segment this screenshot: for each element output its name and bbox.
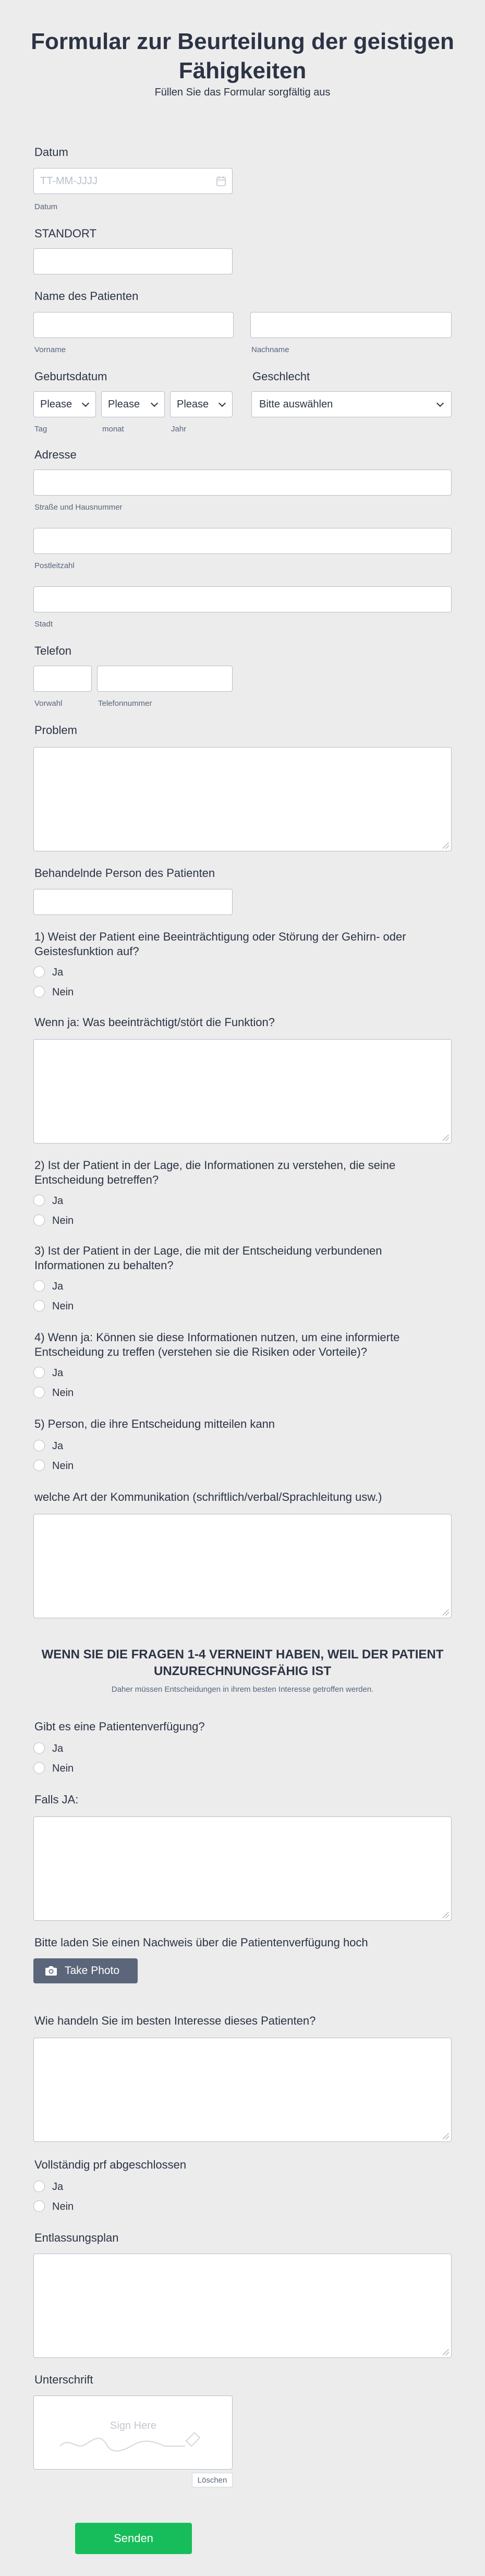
signature-label: Unterschrift [34, 2373, 93, 2386]
q4-yes-label[interactable]: Ja [52, 1367, 64, 1379]
gender-label: Geschlecht [252, 370, 310, 383]
directive-no-label[interactable]: Nein [52, 1763, 74, 1774]
q1-yes-radio[interactable] [33, 966, 45, 978]
birth-year-sublabel: Jahr [171, 425, 187, 434]
communication-textarea[interactable] [33, 1514, 452, 1618]
q3-label: 3) Ist der Patient in der Lage, die mit der Entscheidung verbundenen Informationen zu behalten? [34, 1244, 382, 1272]
q2-yes-radio[interactable] [33, 1195, 45, 1206]
zip-input[interactable] [33, 528, 452, 554]
section2-heading: WENN SIE DIE FRAGEN 1-4 VERNEINT HABEN, WEIL DER PATIENT UNZURECHNUNGSFÄHIG IST [41, 1647, 444, 1678]
location-label: STANDORT [34, 227, 96, 240]
upload-label: Bitte laden Sie einen Nachweis über die Patientenverfügung hoch [34, 1936, 368, 1949]
q2-no-label[interactable]: Nein [52, 1215, 74, 1226]
gender-select[interactable] [251, 391, 452, 417]
q3-no-label[interactable]: Nein [52, 1301, 74, 1312]
q1-yes-label[interactable]: Ja [52, 967, 64, 978]
first-name-input[interactable] [33, 312, 234, 338]
date-sublabel: Datum [34, 202, 58, 211]
birth-day-select[interactable] [33, 391, 96, 417]
city-sublabel: Stadt [34, 620, 53, 629]
calendar-icon[interactable] [216, 176, 226, 186]
form-subtitle: Füllen Sie das Formular sorgfältig aus [154, 87, 331, 98]
completed-yes-label[interactable]: Ja [52, 2181, 64, 2193]
camera-icon [45, 1966, 57, 1976]
q2-label: 2) Ist der Patient in der Lage, die Informationen zu verstehen, die seine Entscheidung betreffen? [34, 1159, 396, 1186]
resize-grip-icon[interactable] [443, 2349, 449, 2355]
area-code-input[interactable] [33, 666, 92, 692]
problem-textarea[interactable] [33, 747, 452, 851]
if-yes-textarea[interactable] [33, 1816, 452, 1921]
birth-year-select[interactable] [170, 391, 233, 417]
directive-no-radio[interactable] [33, 1762, 45, 1774]
completed-yes-radio[interactable] [33, 2181, 45, 2192]
zip-sublabel: Postleitzahl [34, 561, 75, 570]
signature-placeholder: Sign Here [110, 2420, 156, 2431]
take-photo-label: Take Photo [65, 1965, 120, 1977]
phone-number-sublabel: Telefonnummer [98, 699, 152, 708]
q1-followup-label: Wenn ja: Was beeinträchtigt/stört die Funktion? [34, 1016, 275, 1029]
q3-yes-label[interactable]: Ja [52, 1281, 64, 1292]
birth-month-sublabel: monat [102, 425, 124, 434]
directive-label: Gibt es eine Patientenverfügung? [34, 1720, 205, 1733]
phone-label: Telefon [34, 644, 71, 657]
directive-yes-label[interactable]: Ja [52, 1743, 64, 1754]
q1-label: 1) Weist der Patient eine Beeinträchtigung oder Störung der Gehirn- oder Geistesfunktion auf? [34, 930, 406, 958]
communication-label: welche Art der Kommunikation (schriftlich/verbal/Sprachleitung usw.) [34, 1490, 382, 1503]
q3-no-radio[interactable] [33, 1300, 45, 1311]
clear-signature-button[interactable]: Löschen [192, 2473, 233, 2487]
q5-no-radio[interactable] [33, 1460, 45, 1471]
street-input[interactable] [33, 470, 452, 496]
location-input[interactable] [33, 248, 233, 274]
q5-yes-label[interactable]: Ja [52, 1440, 64, 1452]
q4-no-label[interactable]: Nein [52, 1387, 74, 1399]
area-code-sublabel: Vorwahl [34, 699, 63, 708]
best-interest-label: Wie handeln Sie im besten Interesse dieses Patienten? [34, 2014, 316, 2027]
completed-no-label[interactable]: Nein [52, 2201, 74, 2212]
birthdate-label: Geburtsdatum [34, 370, 107, 383]
date-input[interactable] [33, 168, 233, 194]
chevron-down-icon [436, 400, 444, 407]
birth-month-select[interactable] [101, 391, 165, 417]
take-photo-button[interactable] [33, 1958, 138, 1983]
discharge-label: Entlassungsplan [34, 2231, 119, 2244]
street-sublabel: Straße und Hausnummer [34, 503, 123, 512]
q5-yes-radio[interactable] [33, 1440, 45, 1451]
address-label: Adresse [34, 448, 77, 461]
birth-year-value: Please [177, 399, 209, 410]
date-label: Datum [34, 146, 68, 159]
treating-person-label: Behandelnde Person des Patienten [34, 866, 215, 880]
q5-label: 5) Person, die ihre Entscheidung mitteilen kann [34, 1417, 275, 1430]
phone-number-input[interactable] [97, 666, 233, 692]
signature-hint-icon [55, 2425, 211, 2457]
form-title: Formular zur Beurteilung der geistigen Fähigkeiten [31, 29, 454, 83]
patient-name-label: Name des Patienten [34, 290, 139, 303]
resize-grip-icon[interactable] [443, 1135, 449, 1141]
birth-day-sublabel: Tag [34, 425, 47, 434]
q2-yes-label[interactable]: Ja [52, 1195, 64, 1207]
gender-value: Bitte auswählen [259, 399, 333, 410]
birth-day-value: Please [40, 399, 72, 410]
chevron-down-icon [82, 400, 89, 407]
q5-no-label[interactable]: Nein [52, 1460, 74, 1472]
directive-yes-radio[interactable] [33, 1742, 45, 1754]
chevron-down-icon [151, 400, 158, 407]
if-yes-label: Falls JA: [34, 1793, 79, 1806]
q4-no-radio[interactable] [33, 1387, 45, 1398]
problem-label: Problem [34, 724, 77, 737]
signature-pad[interactable] [33, 2396, 233, 2470]
q3-yes-radio[interactable] [33, 1280, 45, 1292]
section2-subheading: Daher müssen Entscheidungen in ihrem besten Interesse getroffen werden. [111, 1685, 374, 1694]
city-input[interactable] [33, 586, 452, 612]
chevron-down-icon [219, 400, 226, 407]
resize-grip-icon[interactable] [443, 1912, 449, 1918]
first-name-sublabel: Vorname [34, 345, 66, 354]
resize-grip-icon[interactable] [443, 1609, 449, 1616]
birth-month-value: Please [108, 399, 140, 410]
q2-no-radio[interactable] [33, 1214, 45, 1226]
treating-person-input[interactable] [33, 889, 233, 915]
completed-no-radio[interactable] [33, 2200, 45, 2212]
submit-button[interactable]: Senden [75, 2523, 192, 2554]
last-name-input[interactable] [250, 312, 452, 338]
q4-yes-radio[interactable] [33, 1367, 45, 1378]
last-name-sublabel: Nachname [251, 345, 289, 354]
completed-label: Vollständig prf abgeschlossen [34, 2158, 187, 2171]
best-interest-textarea[interactable] [33, 2038, 452, 2142]
resize-grip-icon[interactable] [443, 842, 449, 849]
resize-grip-icon[interactable] [443, 2133, 449, 2139]
date-placeholder: TT-MM-JJJJ [40, 175, 98, 187]
q1-no-label[interactable]: Nein [52, 986, 74, 998]
q1-followup-textarea[interactable] [33, 1039, 452, 1143]
q4-label: 4) Wenn ja: Können sie diese Informationen nutzen, um eine informierte Entscheidung zu treffen (verstehen sie die Risiken oder Vorteile)? [34, 1331, 400, 1358]
q1-no-radio[interactable] [33, 986, 45, 997]
discharge-textarea[interactable] [33, 2254, 452, 2358]
